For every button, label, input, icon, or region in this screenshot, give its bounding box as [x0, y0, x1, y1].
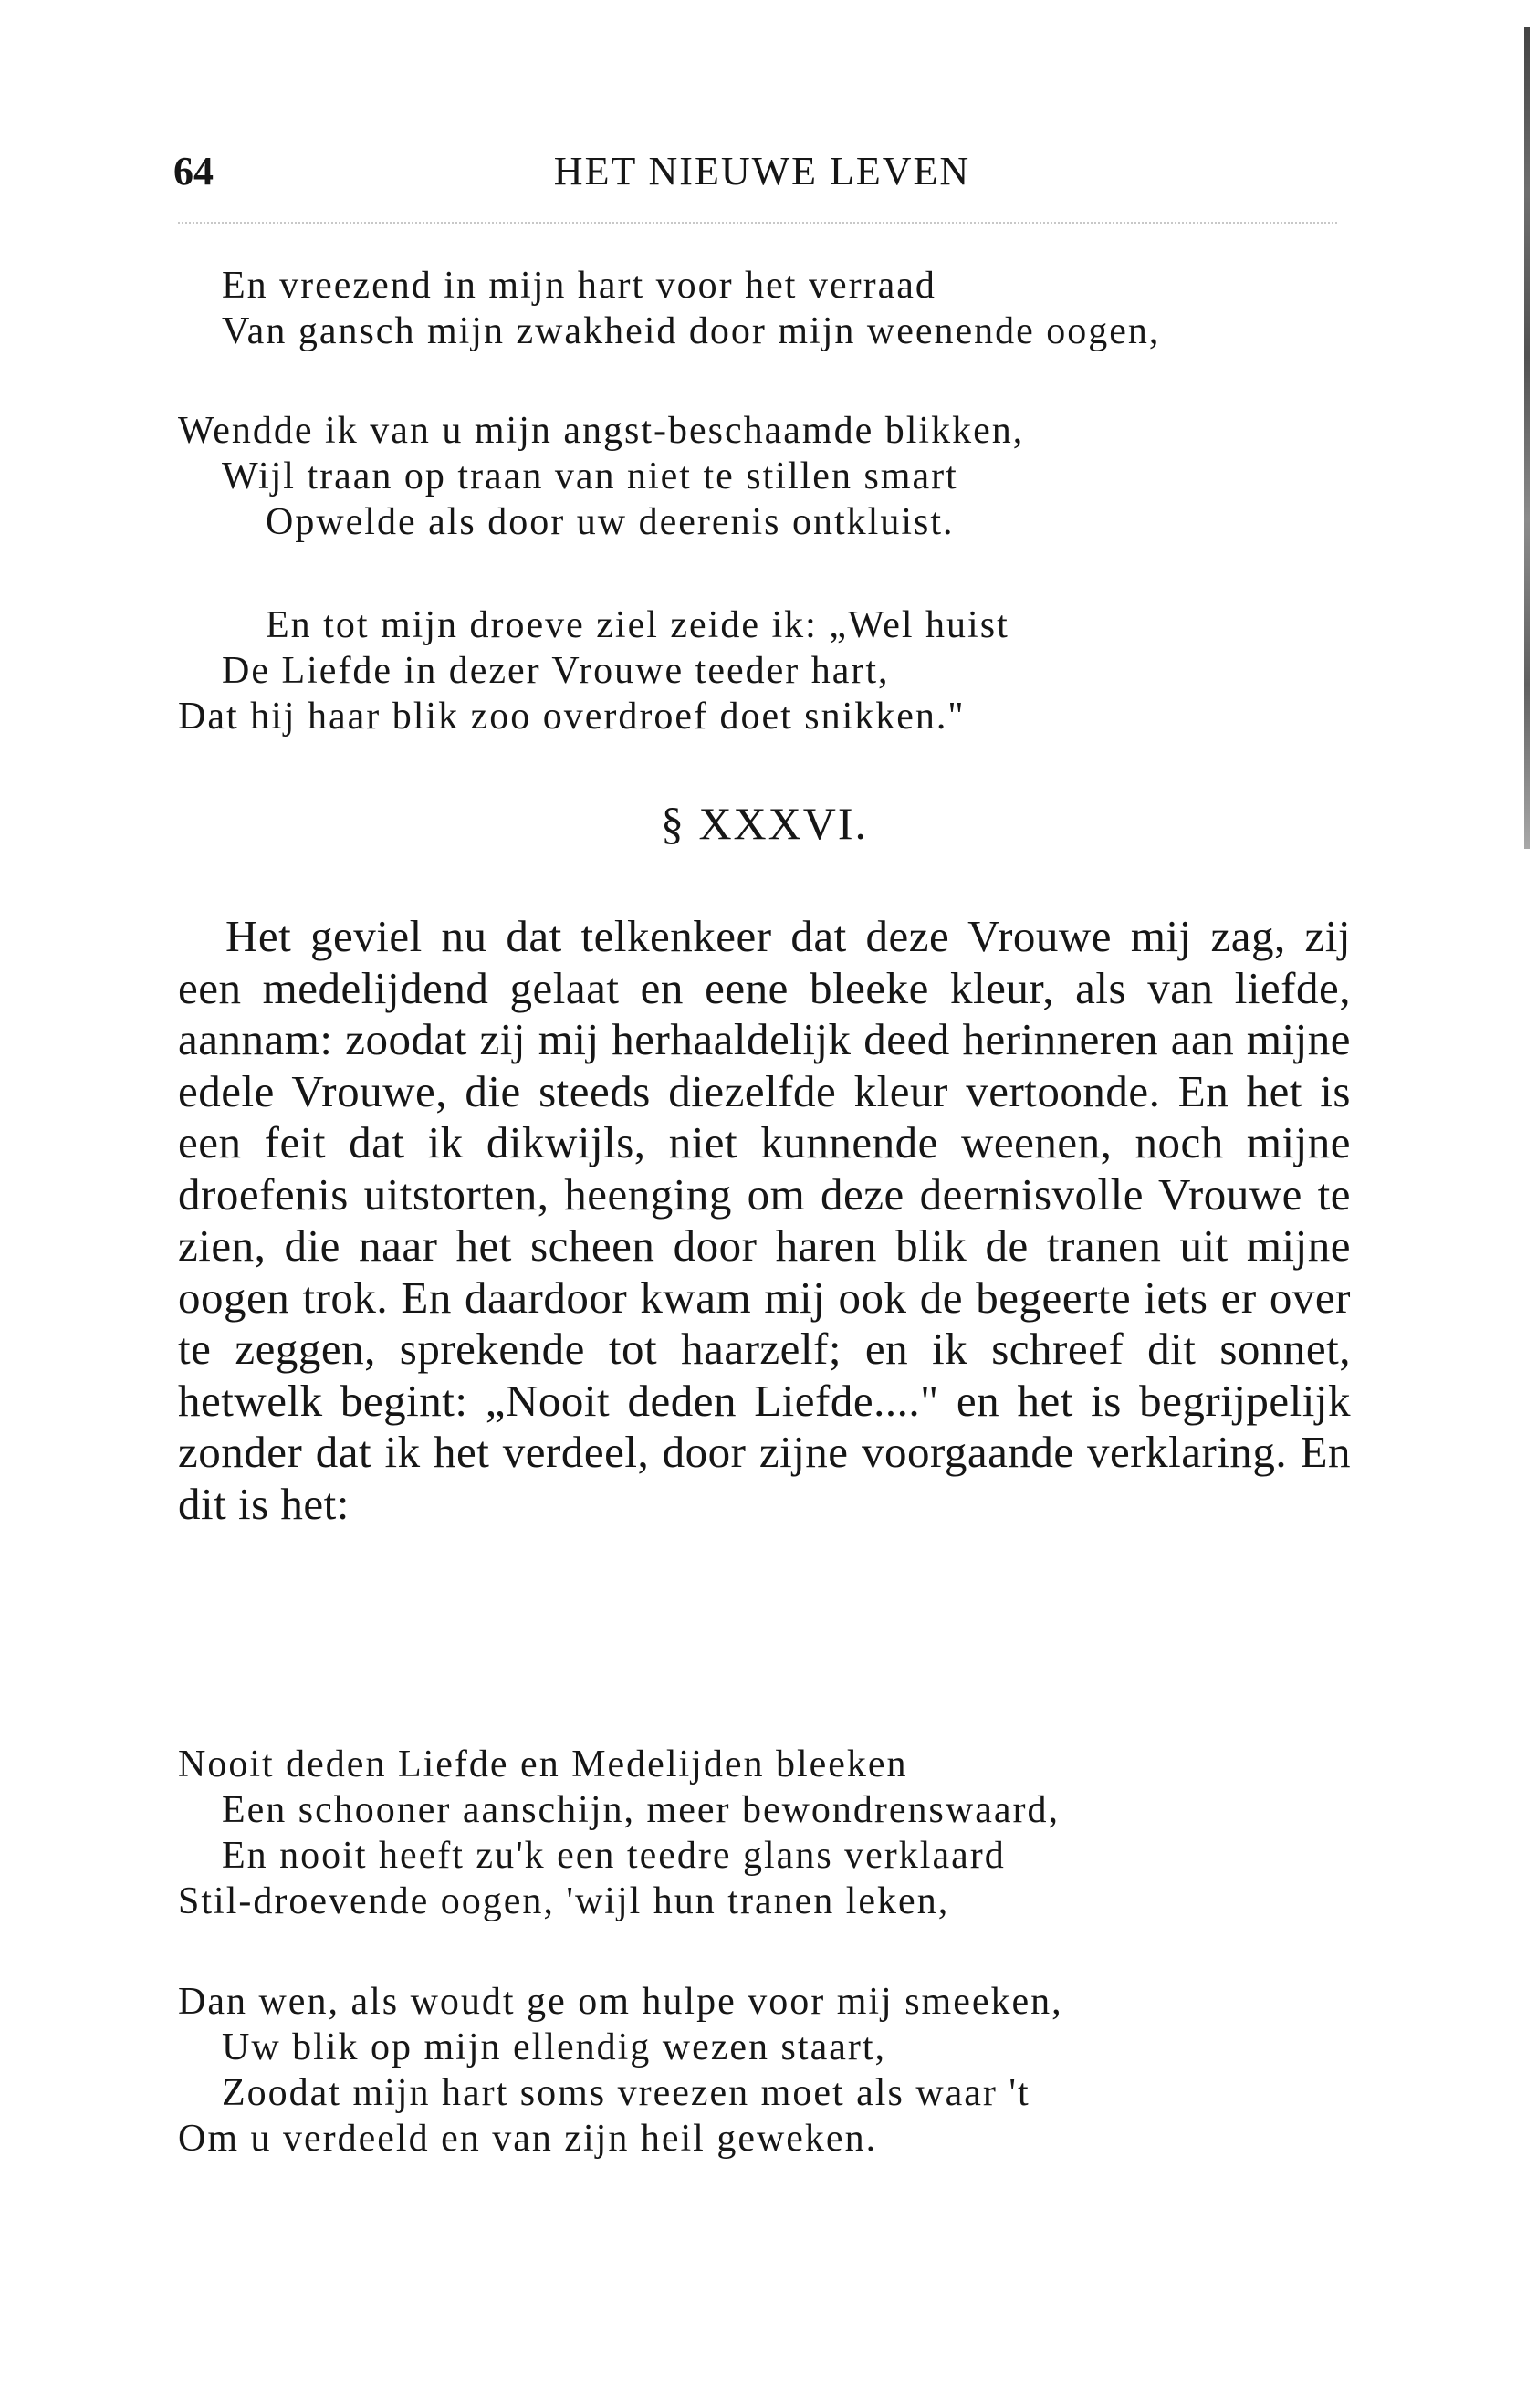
verse-line: Zoodat mijn hart soms vreezen moet als waar 't: [222, 2072, 1030, 2114]
verse-line: Dat hij haar blik zoo overdroef doet snikken.": [178, 696, 966, 738]
verse-line: En vreezend in mijn hart voor het verraad: [222, 265, 936, 307]
verse-line: Stil-droevende oogen, 'wijl hun tranen leken,: [178, 1880, 950, 1922]
verse-line: Om u verdeeld en van zijn heil geweken.: [178, 2118, 878, 2160]
header-divider: [178, 222, 1337, 224]
verse-line: Wendde ik van u mijn angst-beschaamde blikken,: [178, 410, 1025, 452]
stanza-3: [178, 602, 1364, 739]
verse-line: En tot mijn droeve ziel zeide ik: „Wel huist: [266, 604, 1009, 646]
verse-line: Wijl traan op traan van niet te stillen smart: [222, 455, 958, 497]
verse-line: Opwelde als door uw deerenis ontkluist.: [266, 501, 955, 543]
sonnet-quatrain-1: [178, 1742, 1364, 1924]
verse-line: Van gansch mijn zwakheid door mijn weenende oogen,: [222, 310, 1161, 352]
section-heading: § XXXVI.: [660, 798, 869, 849]
verse-line: De Liefde in dezer Vrouwe teeder hart,: [222, 650, 890, 692]
prose-paragraph: Het geviel nu dat telkenkeer dat deze Vrouwe mij zag, zij een medelijdend gelaat en eene bleeke kleur, als van liefde, aannam: zoodat zij mij herhaaldelijk deed herinneren aan mijne edele Vrouwe, die steeds diezelfde kleur vertoonde. En het is een feit dat ik dikwijls, niet kunnende weenen, noch mijne droefenis uitstorten, heenging om deze deernisvolle Vrouwe te zien, die naar het scheen door haren blik de tranen uit mijne oogen trok. En daardoor kwam mij ook de begeerte iets er over te zeggen, sprekende tot haarzelf; en ik schreef dit sonnet, hetwelk begint: „Nooit deden Liefde...." en het is begrijpelijk zonder dat ik het verdeel, door zijne voorgaande verklaring. En dit is het:: [178, 911, 1351, 1529]
verse-line: Een schooner aanschijn, meer bewondrenswaard,: [222, 1789, 1061, 1831]
verse-line: Dan wen, als woudt ge om hulpe voor mij smeeken,: [178, 1981, 1063, 2023]
stanza-2: [178, 408, 1364, 545]
verse-line: En nooit heeft zu'k een teedre glans verklaard: [222, 1835, 1006, 1877]
stanza-1: [178, 263, 1364, 354]
sonnet-quatrain-2: [178, 1979, 1364, 2162]
page-number: 64: [173, 149, 214, 194]
running-title: HET NIEUWE LEVEN: [553, 149, 971, 194]
page-header: [173, 144, 1351, 199]
verse-line: Nooit deden Liefde en Medelijden bleeken: [178, 1743, 908, 1785]
verse-line: Uw blik op mijn ellendig wezen staart,: [222, 2026, 887, 2068]
scan-edge-shadow: [1524, 27, 1530, 849]
